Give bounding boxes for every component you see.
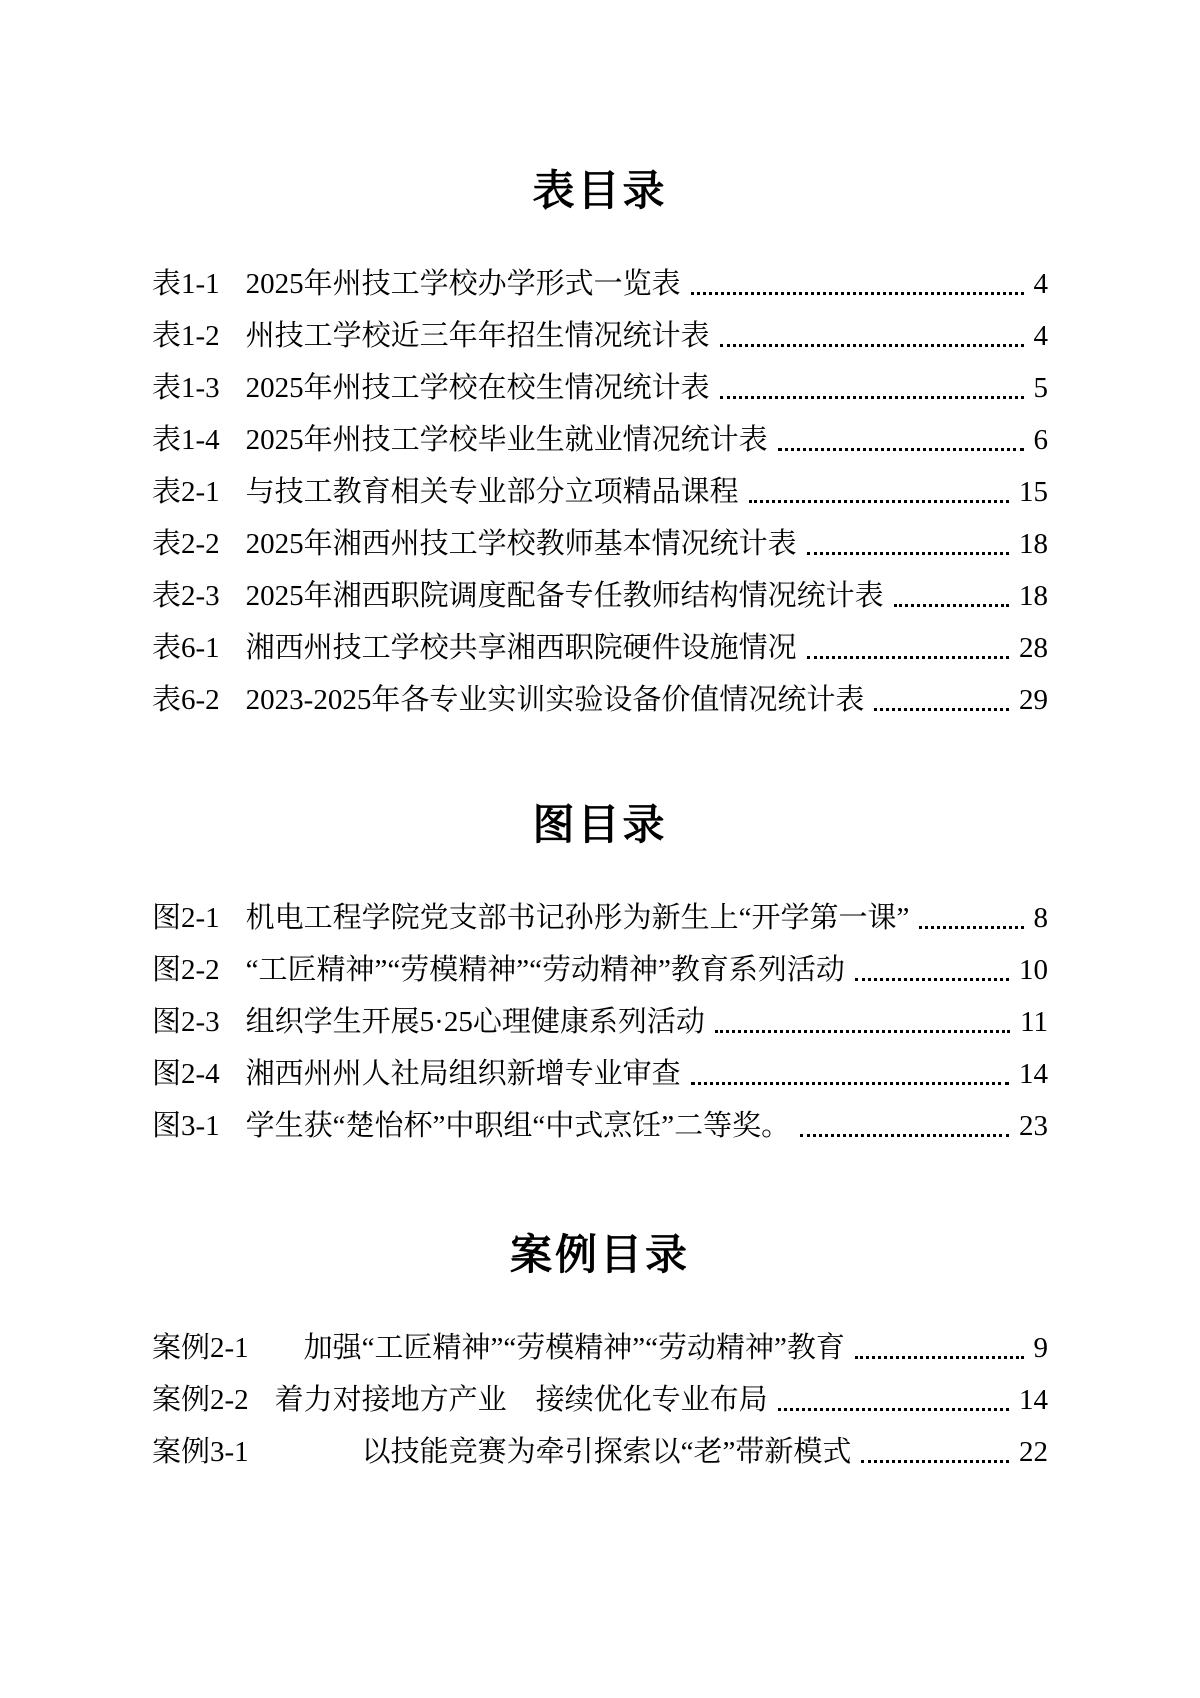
- toc-entry-title: 以技能竞赛为牵引探索以“老”带新模式: [274, 1436, 852, 1468]
- toc-entry-title: 加强“工匠精神”“劳模精神”“劳动精神”教育: [274, 1332, 845, 1364]
- section-title-cases: 案例目录: [509, 1231, 690, 1278]
- toc-entry-title: 湘西州州人社局组织新增专业审查: [245, 1058, 681, 1090]
- dot-leader: [778, 1408, 1009, 1411]
- toc-entry-title: 湘西州技工学校共享湘西职院硬件设施情况: [245, 632, 797, 664]
- toc-entry-title: “工匠精神”“劳模精神”“劳动精神”教育系列活动: [245, 954, 845, 986]
- toc-entry-label: 案例2-2: [152, 1384, 249, 1416]
- toc-entry[interactable]: [152, 674, 1048, 726]
- toc-entry-title: 2025年州技工学校毕业生就业情况统计表: [245, 424, 768, 456]
- toc-entry[interactable]: [152, 1322, 1048, 1374]
- page-number: 15: [1019, 476, 1048, 508]
- section-title-figures: 图目录: [532, 801, 668, 848]
- toc-entry-label: 表1-3: [152, 372, 220, 404]
- toc-entry-title: 2025年州技工学校办学形式一览表: [245, 268, 681, 300]
- toc-entry-label: 表1-1: [152, 268, 220, 300]
- toc-entry-title: 机电工程学院党支部书记孙彤为新生上“开学第一课”: [245, 902, 910, 934]
- dot-leader: [778, 448, 1024, 451]
- page-number: 28: [1019, 632, 1048, 664]
- page-number: 23: [1019, 1110, 1048, 1142]
- page-number: 4: [1033, 320, 1048, 352]
- toc-section-tables: [152, 258, 1048, 726]
- toc-entry-title: 2025年州技工学校在校生情况统计表: [245, 372, 710, 404]
- toc-entry-label: 表6-2: [152, 684, 220, 716]
- toc-entry[interactable]: [152, 414, 1048, 466]
- dot-leader: [807, 552, 1009, 555]
- page-number: 4: [1033, 268, 1048, 300]
- toc-entry-title: 着力对接地方产业 接续优化专业布局: [274, 1384, 768, 1416]
- toc-entry-label: 案例2-1: [152, 1332, 249, 1364]
- dot-leader: [855, 1356, 1024, 1359]
- toc-entry-label: 图3-1: [152, 1110, 220, 1142]
- dot-leader: [720, 344, 1024, 347]
- toc-entry-title: 组织学生开展5·25心理健康系列活动: [245, 1006, 705, 1038]
- dot-leader: [720, 396, 1024, 399]
- toc-entry[interactable]: [152, 310, 1048, 362]
- dot-leader: [894, 604, 1009, 607]
- toc-entry[interactable]: [152, 622, 1048, 674]
- toc-entry-label: 表1-2: [152, 320, 220, 352]
- toc-entry[interactable]: [152, 996, 1048, 1048]
- toc-entry-title: 州技工学校近三年年招生情况统计表: [245, 320, 710, 352]
- toc-entry-label: 案例3-1: [152, 1436, 249, 1468]
- toc-entry-label: 图2-3: [152, 1006, 220, 1038]
- toc-entry-label: 图2-1: [152, 902, 220, 934]
- page-number: 14: [1019, 1058, 1048, 1090]
- toc-entry-label: 表6-1: [152, 632, 220, 664]
- page-number: 8: [1033, 902, 1048, 934]
- toc-entry[interactable]: [152, 518, 1048, 570]
- toc-entry[interactable]: [152, 258, 1048, 310]
- toc-entry-title: 2025年湘西州技工学校教师基本情况统计表: [245, 528, 797, 560]
- page-number: 5: [1033, 372, 1048, 404]
- section-title-tables: 表目录: [532, 167, 668, 214]
- toc-entry[interactable]: [152, 1048, 1048, 1100]
- page-number: 10: [1019, 954, 1048, 986]
- dot-leader: [715, 1030, 1010, 1033]
- toc-entry-label: 表2-3: [152, 580, 220, 612]
- dot-leader: [874, 708, 1009, 711]
- dot-leader: [691, 1082, 1009, 1085]
- toc-section-figures: [152, 892, 1048, 1152]
- toc-entry[interactable]: [152, 570, 1048, 622]
- dot-leader: [855, 978, 1009, 981]
- toc-entry-label: 图2-4: [152, 1058, 220, 1090]
- toc-entry[interactable]: [152, 892, 1048, 944]
- toc-entry[interactable]: [152, 944, 1048, 996]
- toc-entry-label: 图2-2: [152, 954, 220, 986]
- toc-entry-title: 学生获“楚怡杯”中职组“中式烹饪”二等奖。: [245, 1110, 791, 1142]
- page-number: 18: [1019, 580, 1048, 612]
- page-number: 11: [1020, 1006, 1048, 1038]
- page-number: 29: [1019, 684, 1048, 716]
- dot-leader: [749, 500, 1009, 503]
- dot-leader: [800, 1134, 1009, 1137]
- page-number: 6: [1033, 424, 1048, 456]
- toc-entry[interactable]: [152, 362, 1048, 414]
- toc-entry[interactable]: [152, 466, 1048, 518]
- toc-entry-label: 表2-1: [152, 476, 220, 508]
- dot-leader: [807, 656, 1009, 659]
- toc-entry[interactable]: [152, 1374, 1048, 1426]
- toc-entry[interactable]: [152, 1426, 1048, 1478]
- toc-entry-label: 表2-2: [152, 528, 220, 560]
- page-number: 22: [1019, 1436, 1048, 1468]
- toc-entry[interactable]: [152, 1100, 1048, 1152]
- dot-leader: [919, 926, 1023, 929]
- page-number: 18: [1019, 528, 1048, 560]
- page-number: 9: [1033, 1332, 1048, 1364]
- toc-entry-title: 2023-2025年各专业实训实验设备价值情况统计表: [245, 684, 865, 716]
- dot-leader: [691, 292, 1024, 295]
- toc-section-cases: [152, 1322, 1048, 1478]
- dot-leader: [861, 1460, 1009, 1463]
- toc-entry-title: 与技工教育相关专业部分立项精品课程: [245, 476, 739, 508]
- toc-entry-title: 2025年湘西职院调度配备专任教师结构情况统计表: [245, 580, 884, 612]
- page-number: 14: [1019, 1384, 1048, 1416]
- toc-entry-label: 表1-4: [152, 424, 220, 456]
